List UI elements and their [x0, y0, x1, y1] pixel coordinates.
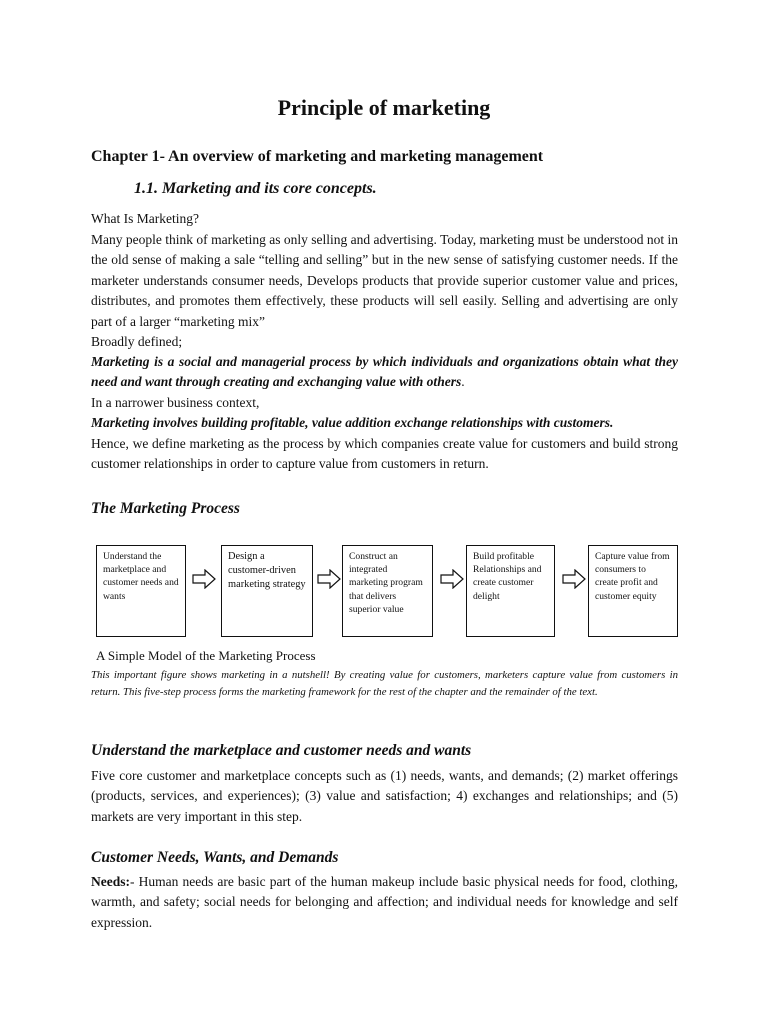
marketing-process-heading: The Marketing Process — [91, 500, 240, 517]
definition-narrow: Marketing involves building profitable, value addition exchange relationships with customers. — [91, 415, 614, 430]
definition-bold-italic: Marketing is a social and managerial process by which individuals and organizations obtain what they need and want through creating and exchanging value with others — [91, 354, 678, 390]
needs-paragraph — [91, 872, 678, 933]
page-title: Principle of marketing — [277, 95, 491, 120]
right-arrow-icon — [317, 569, 341, 589]
process-step-2: Design a customer-driven marketing strategy — [221, 545, 313, 637]
right-arrow-icon — [192, 569, 216, 589]
paragraph-define: Hence, we define marketing as the process by which companies create value for customers and build strong customer relationships in order to capture value from customers in return. — [91, 436, 678, 472]
needs-wants-demands-heading: Customer Needs, Wants, and Demands — [91, 849, 339, 866]
paragraph-intro: Many people think of marketing as only selling and advertising. Today, marketing must be understood not in the old sense of making a sale “telling and selling” but in the new sense of satisfying customer needs. If the marketer understands consumer needs, Develops products that provide superior customer value and prices, distributes, and promotes them effectively, these products will sell easily. Selling and advertising are only part of a larger “marketing mix” — [91, 232, 678, 329]
narrower-context-line: In a narrower business context, — [91, 395, 260, 410]
needs-label: Needs: — [91, 874, 130, 889]
process-step-4: Build profitable Relationships and create customer delight — [466, 545, 555, 637]
definition-period: . — [461, 374, 465, 390]
definition-paragraph — [91, 352, 678, 393]
process-step-1: Understand the marketplace and customer needs and wants — [96, 545, 186, 637]
right-arrow-icon — [440, 569, 464, 589]
section-heading: 1.1. Marketing and its core concepts. — [134, 180, 377, 197]
chapter-heading: Chapter 1- An overview of marketing and marketing management — [91, 148, 544, 165]
process-step-5: Capture value from consumers to create profit and customer equity — [588, 545, 678, 637]
figure-note: This important figure shows marketing in a nutshell! By creating value for customers, marketers capture value from customers in return. This five-step process forms the marketing framework for the rest of the chapter and the remainder of the text. — [91, 669, 678, 699]
broadly-defined-line: Broadly defined; — [91, 334, 183, 349]
right-arrow-icon — [562, 569, 586, 589]
process-step-3: Construct an integrated marketing program that delivers superior value — [342, 545, 433, 637]
needs-text: - Human needs are basic part of the human makeup include basic physical needs for food, clothing, warmth, and safety; social needs for belonging and affection; and individual needs for knowledge and self expression. — [91, 874, 678, 930]
question-line: What Is Marketing? — [91, 211, 199, 226]
figure-caption: A Simple Model of the Marketing Process — [96, 648, 316, 663]
paragraph-core-concepts: Five core customer and marketplace concepts such as (1) needs, wants, and demands; (2) market offerings (products, services, and experiences); (3) value and satisfaction; 4) exchanges and relationships; and (5) markets are very important in this step. — [91, 768, 678, 824]
marketplace-heading: Understand the marketplace and customer needs and wants — [91, 742, 472, 759]
